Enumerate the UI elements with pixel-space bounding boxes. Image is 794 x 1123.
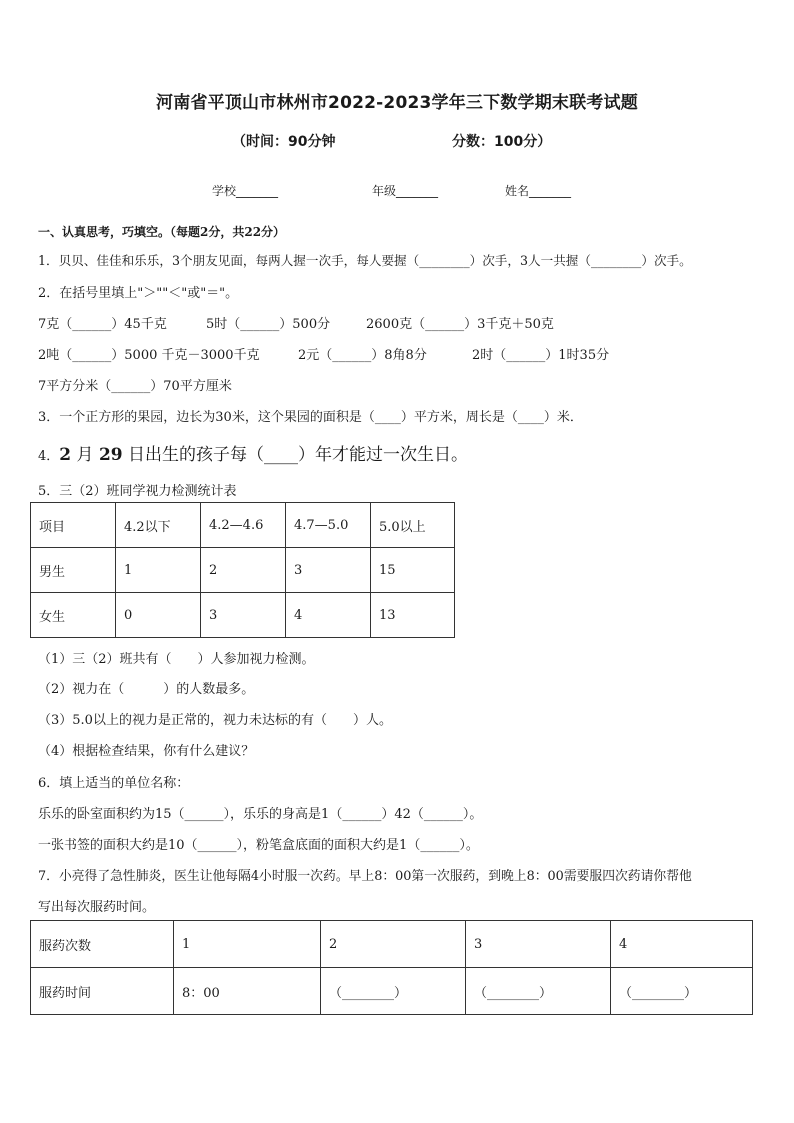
q5-sub-4: （4）根据检查结果，你有什么建议？ <box>38 744 255 759</box>
table-cell: 2 <box>321 921 466 968</box>
table-cell: 2 <box>201 548 286 593</box>
q2-item-6: 2时（______）1时35分 <box>472 348 610 363</box>
table-header-row <box>31 921 753 968</box>
q4-month: 2 <box>59 445 72 465</box>
q4-text: 日出生的孩子每（____）年才能过一次生日。 <box>128 445 469 465</box>
table-row <box>31 593 455 638</box>
table-cell: 4.7—5.0 <box>286 503 371 548</box>
vision-table <box>30 502 455 638</box>
section-heading: 一、认真思考，巧填空。（每题2分，共22分） <box>38 225 286 239</box>
q2-item-5: 2元（______）8角8分 <box>298 348 427 363</box>
q4-day: 29 <box>98 445 123 465</box>
question-7-line-1: 7．小亮得了急性肺炎，医生让他每隔4小时服一次药。早上8：00第一次服药，到晚上8：00需要服四次药请你帮他 <box>38 869 692 884</box>
table-cell: 男生 <box>31 548 116 593</box>
q2-item-2: 5时（______）500分 <box>206 317 331 332</box>
table-row <box>31 968 753 1015</box>
time-label: （时间：90分钟 <box>232 134 336 150</box>
name-field: 姓名_______ <box>505 184 572 198</box>
q6-line-2: 一张书签的面积大约是10（______），粉笔盒底面的面积大约是1（______）。 <box>38 838 479 853</box>
page-title: 河南省平顶山市林州市2022-2023学年三下数学期末联考试题 <box>156 93 638 113</box>
table-cell: 3 <box>201 593 286 638</box>
table-cell: 服药时间 <box>31 968 174 1015</box>
medicine-table <box>30 920 753 1015</box>
table-cell: 13 <box>371 593 455 638</box>
table-cell: 8：00 <box>174 968 321 1015</box>
table-cell: 服药次数 <box>31 921 174 968</box>
table-cell: 1 <box>116 548 201 593</box>
table-cell: 4.2—4.6 <box>201 503 286 548</box>
school-field: 学校_______ <box>212 184 279 198</box>
question-1: 1．贝贝、佳佳和乐乐，3个朋友见面，每两人握一次手，每人要握（________）次手，3人一共握（________）次手。 <box>38 253 692 268</box>
q5-sub-1: （1）三（2）班共有（ ）人参加视力检测。 <box>38 652 315 667</box>
table-row <box>31 548 455 593</box>
question-2-stem: 2．在括号里填上"＞""＜"或"＝"。 <box>38 286 239 301</box>
q2-item-1: 7克（______）45千克 <box>38 317 167 332</box>
score-label: 分数：100分） <box>452 134 552 150</box>
table-cell: 项目 <box>31 503 116 548</box>
question-6-stem: 6．填上适当的单位名称： <box>38 776 190 791</box>
q5-sub-2: （2）视力在（ ）的人数最多。 <box>38 682 255 697</box>
table-cell: 女生 <box>31 593 116 638</box>
table-header-row <box>31 503 455 548</box>
question-7-line-2: 写出每次服药时间。 <box>38 900 156 915</box>
table-cell: 15 <box>371 548 455 593</box>
table-cell: 3 <box>466 921 611 968</box>
table-cell: （________） <box>611 968 753 1015</box>
q2-item-7: 7平方分米（______）70平方厘米 <box>38 379 232 394</box>
table-cell: 4 <box>611 921 753 968</box>
question-3: 3．一个正方形的果园，边长为30米，这个果园的面积是（____）平方米，周长是（____）米． <box>38 410 583 425</box>
table-cell: 1 <box>174 921 321 968</box>
q6-line-1: 乐乐的卧室面积约为15（______），乐乐的身高是1（______）42（______）。 <box>38 807 483 822</box>
table-cell: 4 <box>286 593 371 638</box>
question-4 <box>38 440 468 465</box>
q2-item-4: 2吨（______）5000 千克－3000千克 <box>38 348 260 363</box>
table-cell: 3 <box>286 548 371 593</box>
table-cell: 5.0以上 <box>371 503 455 548</box>
q5-sub-3: （3）5.0以上的视力是正常的，视力未达标的有（ ）人。 <box>38 713 392 728</box>
q2-item-3: 2600克（______）3千克＋50克 <box>366 317 554 332</box>
q4-number: 4． <box>38 449 60 464</box>
question-5-stem: 5．三（2）班同学视力检测统计表 <box>38 484 237 499</box>
table-cell: （________） <box>466 968 611 1015</box>
table-cell: 0 <box>116 593 201 638</box>
grade-field: 年级_______ <box>372 184 439 198</box>
q4-month-unit: 月 <box>76 445 94 465</box>
table-cell: 4.2以下 <box>116 503 201 548</box>
table-cell: （________） <box>321 968 466 1015</box>
